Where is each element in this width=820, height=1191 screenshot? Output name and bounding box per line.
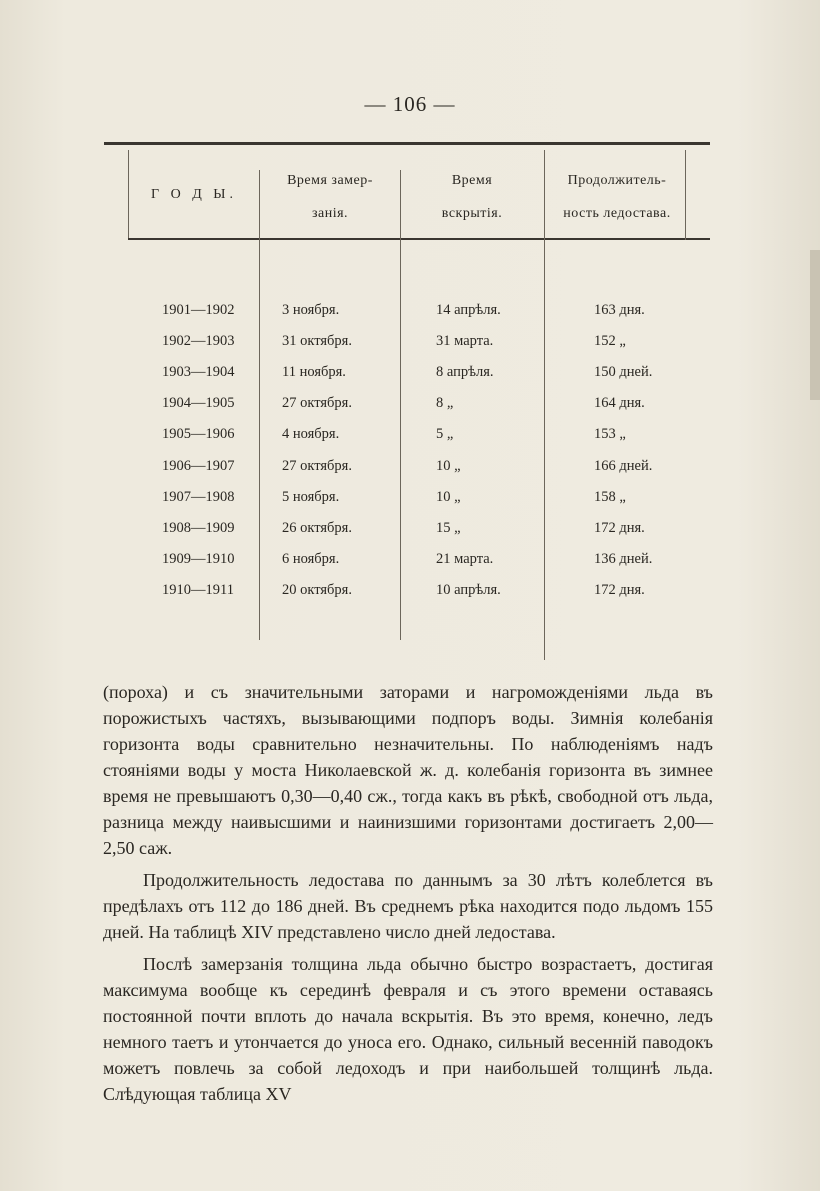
cell-years: 1901—1902 — [162, 302, 235, 318]
paragraph-3: Послѣ замерзанія толщина льда обычно быстро возрастаетъ, достигая максимума вообще къ серединѣ февраля и съ этого времени оставаясь постоянной почти вплоть до начала вскрытія. Въ это время, конечно, ледъ немного таетъ и утончается до уноса его. Однако, сильный весенній паводокъ можетъ повлечь за собой ледоходъ и при наибольшей толщинѣ льда. Слѣдующая таблица XV — [103, 954, 713, 1104]
table-header-rule — [128, 238, 710, 240]
header-duration-line2: ность ледостава. — [563, 206, 671, 221]
cell-years: 1908—1909 — [162, 519, 235, 536]
page-edge-shadow — [810, 250, 820, 400]
cell-duration: 166 дней. — [594, 457, 653, 474]
table-left-border — [128, 150, 129, 238]
cell-freeze: 27 октября. — [282, 457, 352, 474]
cell-duration: 158 „ — [594, 488, 626, 505]
header-breakup — [402, 164, 542, 230]
cell-breakup: 10 апрѣля. — [436, 581, 501, 598]
paragraph-1: (пороха) и съ значительными заторами и нагроможденіями льда въ порожистыхъ частяхъ, вызывающими подпоръ воды. Зимнія колебанія горизонта воды сравнительно незначительны. По наблюденіямъ надъ стояніями воды у моста Николаевской ж. д. колебанія горизонта въ зимнее время не превышаютъ 0,30—0,40 сж., тогда какъ въ рѣкѣ, свободной отъ льда, разница между наивысшими и наинизшими горизонтами достигаетъ 2,00—2,50 саж. — [103, 682, 713, 858]
cell-breakup: 10 „ — [436, 457, 461, 474]
table-row — [104, 520, 710, 550]
cell-freeze: 5 ноября. — [282, 488, 340, 505]
cell-duration: 164 дня. — [594, 395, 645, 412]
table-row — [104, 551, 710, 581]
cell-breakup: 8 апрѣля. — [436, 364, 494, 381]
cell-breakup: 15 „ — [436, 519, 461, 536]
cell-duration: 150 дней. — [594, 364, 653, 381]
table-top-rule — [104, 142, 710, 145]
cell-breakup: 5 „ — [436, 426, 454, 443]
cell-years: 1907—1908 — [162, 488, 235, 505]
cell-duration: 152 „ — [594, 333, 626, 350]
cell-duration: 136 дней. — [594, 550, 653, 567]
table-row — [104, 582, 710, 612]
cell-years: 1904—1905 — [162, 395, 235, 412]
cell-years: 1906—1907 — [162, 457, 235, 474]
header-freeze-line1: Время замер- — [287, 173, 373, 188]
header-freeze-line2: занія. — [311, 206, 349, 221]
header-breakup-line2: вскрытія. — [441, 206, 503, 221]
cell-breakup: 8 „ — [436, 395, 454, 412]
body-text — [103, 679, 713, 1107]
cell-years: 1902—1903 — [162, 333, 235, 350]
table-row — [104, 364, 710, 394]
cell-freeze: 31 октября. — [282, 333, 352, 350]
table-row — [104, 426, 710, 456]
table-row — [104, 489, 710, 519]
cell-years: 1905—1906 — [162, 426, 235, 443]
table-row — [104, 458, 710, 488]
cell-years: 1903—1904 — [162, 364, 235, 381]
cell-freeze: 11 ноября. — [282, 364, 346, 381]
table-row — [104, 333, 710, 363]
cell-breakup: 31 марта. — [436, 333, 494, 350]
cell-years: 1909—1910 — [162, 550, 235, 567]
cell-freeze: 4 ноября. — [282, 426, 340, 443]
cell-freeze: 6 ноября. — [282, 550, 340, 567]
header-breakup-line1: Время — [451, 173, 493, 188]
cell-freeze: 3 ноября. — [282, 302, 340, 318]
cell-freeze: 27 октября. — [282, 395, 352, 412]
table-row — [104, 302, 710, 332]
cell-duration: 153 „ — [594, 426, 626, 443]
ice-table — [104, 142, 710, 664]
cell-breakup: 14 апрѣля. — [436, 302, 501, 318]
cell-duration: 172 дня. — [594, 519, 645, 536]
paragraph-2: Продолжительность ледостава по даннымъ за 30 лѣтъ колеблется въ предѣлахъ отъ 112 до 186 дней. Въ среднемъ рѣка находится подо льдомъ 155 дней. На таблицѣ XIV представлено число дней ледостава. — [103, 870, 713, 942]
header-freeze — [262, 164, 398, 230]
header-duration-line1: Продолжитель- — [567, 173, 667, 188]
table-row — [104, 395, 710, 425]
cell-duration: 172 дня. — [594, 581, 645, 598]
cell-breakup: 10 „ — [436, 488, 461, 505]
page-number: — 106 — — [364, 92, 456, 116]
header-years: Г О Д Ы. — [151, 187, 237, 202]
header-duration — [546, 164, 688, 230]
cell-duration: 163 дня. — [594, 302, 645, 318]
cell-breakup: 21 марта. — [436, 550, 494, 567]
cell-freeze: 20 октября. — [282, 581, 352, 598]
cell-freeze: 26 октября. — [282, 519, 352, 536]
cell-years: 1910—1911 — [162, 581, 234, 598]
